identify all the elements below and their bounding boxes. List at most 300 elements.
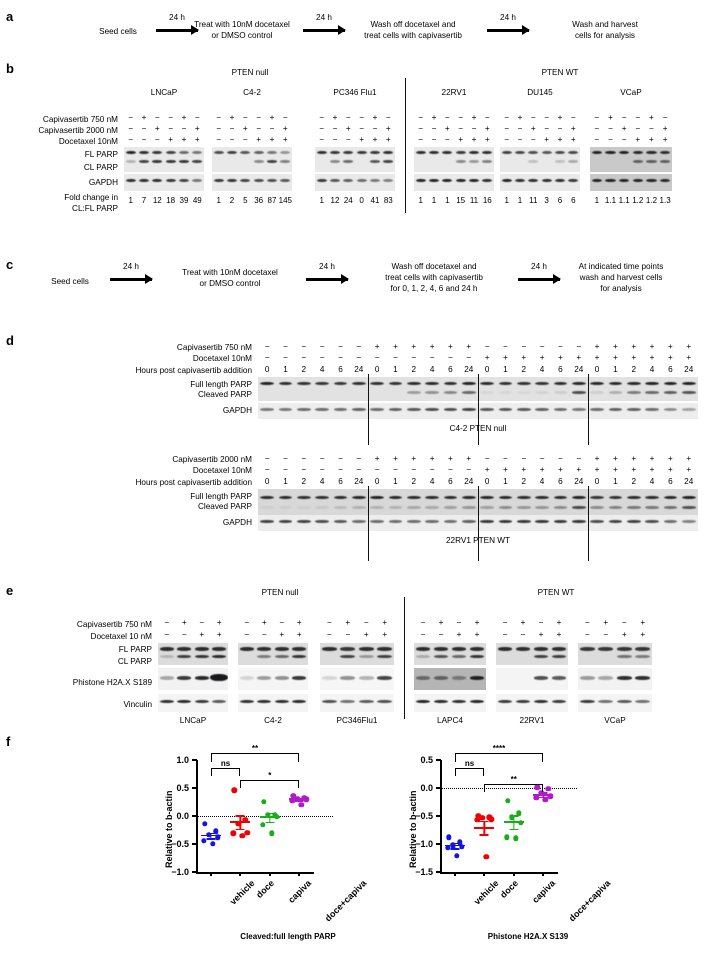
treatment-symbol: + <box>181 135 187 144</box>
panel-f-letter: f <box>6 734 11 749</box>
treatment-symbol: − <box>418 113 424 122</box>
treatment-symbol: − <box>504 124 510 133</box>
treatment-symbol: − <box>319 135 325 144</box>
hours-value: 1 <box>613 365 618 374</box>
hours-value: 24 <box>464 477 474 486</box>
treatment-symbol: + <box>359 135 365 144</box>
panel-f-chart-1-yticklabel: 0.5 <box>420 755 433 765</box>
treatment-symbol: − <box>319 353 325 362</box>
treatment-symbol: + <box>474 618 480 627</box>
treatment-symbol: + <box>594 353 600 362</box>
treatment-symbol: + <box>431 113 437 122</box>
panel-c-step3-line1: Wash off docetaxel and <box>391 262 477 271</box>
treatment-symbol: − <box>154 135 160 144</box>
panel-d-0-rowlabel-capivasertib: Capivasertib 750 nM <box>176 343 252 352</box>
treatment-symbol: + <box>570 135 576 144</box>
panel-b-rowlabel-capivasertib-2000: Capivasertib 2000 nM <box>38 126 118 135</box>
treatment-symbol: + <box>484 353 490 362</box>
treatment-symbol: + <box>557 113 563 122</box>
treatment-symbol: + <box>242 124 248 133</box>
treatment-symbol: − <box>429 353 435 362</box>
panel-e-rowlabel-docetaxel: Docetaxel 10 nM <box>90 632 152 641</box>
panel-b-rowlabel-gapdh: GAPDH <box>88 178 118 187</box>
panel-b-rowlabel-docetaxel: Docetaxel 10nM <box>58 137 118 146</box>
treatment-symbol: + <box>448 342 453 351</box>
fold-change-value: 1 <box>517 196 523 205</box>
treatment-symbol: − <box>256 124 262 133</box>
treatment-symbol: + <box>466 454 472 463</box>
treatment-symbol: + <box>382 630 388 639</box>
treatment-symbol: + <box>269 113 275 122</box>
treatment-symbol: + <box>667 465 673 474</box>
sig-bracket-tick <box>542 753 543 762</box>
treatment-symbol: − <box>356 353 362 362</box>
panel-a-arrow-3-label: 24 h <box>500 13 516 22</box>
hours-value: 2 <box>521 365 527 374</box>
treatment-symbol: − <box>621 618 627 627</box>
treatment-symbol: + <box>649 454 655 463</box>
treatment-symbol: + <box>640 630 646 639</box>
panel-d-0-rowlabel-fullparp: Full length PARP <box>190 380 252 389</box>
treatment-symbol: + <box>621 124 627 133</box>
panel-f-chart-1-datapoint <box>546 786 551 791</box>
treatment-symbol: + <box>199 630 205 639</box>
panel-f-chart-1-datapoint <box>484 854 489 859</box>
treatment-symbol: − <box>608 135 613 144</box>
treatment-symbol: − <box>584 618 590 627</box>
treatment-symbol: + <box>363 630 369 639</box>
treatment-symbol: − <box>385 113 391 122</box>
panel-f-chart-1-yticklabel: 0.0 <box>420 783 433 793</box>
treatment-symbol: − <box>242 113 248 122</box>
treatment-symbol: + <box>382 618 388 627</box>
treatment-symbol: − <box>345 630 351 639</box>
treatment-symbol: − <box>608 124 613 133</box>
treatment-symbol: − <box>359 124 365 133</box>
treatment-symbol: + <box>544 135 550 144</box>
hours-value: 2 <box>631 365 636 374</box>
treatment-symbol: + <box>640 618 646 627</box>
fold-change-value: 12 <box>152 196 162 205</box>
panel-f-chart-0-yticklabel: −0.5 <box>171 839 189 849</box>
treatment-symbol: − <box>216 135 222 144</box>
panel-c-letter: c <box>6 257 14 272</box>
panel-f-chart-1-datapoint <box>543 797 548 802</box>
panel-f-chart-1-datapoint <box>534 795 539 800</box>
treatment-symbol: − <box>332 124 338 133</box>
hours-value: 1 <box>283 365 288 374</box>
treatment-symbol: − <box>431 124 437 133</box>
hours-value: 1 <box>283 477 288 486</box>
treatment-symbol: + <box>530 124 536 133</box>
treatment-symbol: − <box>279 618 285 627</box>
treatment-symbol: + <box>393 342 398 351</box>
panel-f-chart-1-siglabel-1: ns <box>464 759 475 768</box>
panel-b-cellline-lncap: LNCaP <box>150 88 178 97</box>
hours-value: 24 <box>354 365 364 374</box>
panel-f-chart-0-xlabel-0: vehicle <box>227 878 257 907</box>
treatment-symbol: − <box>229 135 235 144</box>
fold-change-value: 2 <box>229 196 235 205</box>
panel-d-1-caption: 22RV1 PTEN WT <box>445 536 511 545</box>
panel-d-1-rowlabel-gapdh: GAPDH <box>222 518 252 527</box>
treatment-symbol: − <box>393 353 398 362</box>
treatment-symbol: − <box>484 113 490 122</box>
treatment-symbol: − <box>444 113 450 122</box>
treatment-symbol: − <box>264 353 270 362</box>
hours-value: 0 <box>264 477 270 486</box>
treatment-symbol: − <box>181 630 187 639</box>
treatment-symbol: − <box>128 113 134 122</box>
panel-d-1-rowlabel-docetaxel: Docetaxel 10nM <box>192 466 252 475</box>
treatment-symbol: + <box>374 342 380 351</box>
treatment-symbol: − <box>420 618 426 627</box>
treatment-symbol: − <box>558 342 563 351</box>
treatment-symbol: − <box>570 113 576 122</box>
treatment-symbol: − <box>128 124 134 133</box>
panel-d-0-caption: C4-2 PTEN null <box>449 424 507 433</box>
treatment-symbol: − <box>504 113 510 122</box>
treatment-symbol: − <box>538 618 544 627</box>
treatment-symbol: + <box>686 353 692 362</box>
panel-f-chart-1-ytick <box>436 815 441 817</box>
hours-value: 24 <box>684 477 694 486</box>
panel-c-arrow-1-label: 24 h <box>123 262 139 271</box>
panel-f-chart-1-datapoint <box>504 835 509 840</box>
treatment-symbol: + <box>216 630 222 639</box>
treatment-symbol: − <box>504 135 510 144</box>
treatment-symbol: − <box>621 113 627 122</box>
hours-value: 0 <box>374 365 380 374</box>
hours-value: 24 <box>574 365 584 374</box>
panel-f-chart-0-caption: Cleaved:full length PARP <box>240 932 336 941</box>
treatment-symbol: + <box>269 135 275 144</box>
treatment-symbol: − <box>283 454 288 463</box>
treatment-symbol: + <box>229 113 235 122</box>
treatment-symbol: + <box>570 124 576 133</box>
fold-change-value: 11 <box>529 196 538 205</box>
fold-change-value: 1 <box>504 196 509 205</box>
hours-value: 6 <box>558 365 563 374</box>
panel-b-rowlabel-fold-line2: CL:FL PARP <box>72 204 118 213</box>
treatment-symbol: − <box>194 113 200 122</box>
hours-value: 2 <box>411 477 417 486</box>
panel-f-chart-1-ytick <box>436 843 441 845</box>
hours-value: 24 <box>354 477 364 486</box>
panel-f-chart-1-yticklabel: −1.0 <box>415 839 433 849</box>
treatment-symbol: − <box>283 342 288 351</box>
panel-e-cellline-c4-2: C4-2 <box>264 716 282 725</box>
panel-d-letter: d <box>6 333 14 348</box>
treatment-symbol: − <box>164 618 170 627</box>
treatment-symbol: + <box>538 630 544 639</box>
panel-f-chart-0-ylabel: Relative to b-actin <box>164 790 174 868</box>
panel-c-step2-line1: Treat with 10nM docetaxel <box>182 268 278 277</box>
treatment-symbol: − <box>283 353 288 362</box>
treatment-symbol: − <box>503 342 508 351</box>
treatment-symbol: − <box>544 124 550 133</box>
panel-b-cellline-du145: DU145 <box>527 88 553 97</box>
fold-change-value: 6 <box>571 196 576 205</box>
treatment-symbol: + <box>662 124 668 133</box>
hours-value: 24 <box>574 477 584 486</box>
panel-a-step3-line2: treat cells with capivasertib <box>364 31 462 40</box>
fold-change-value: 15 <box>456 196 466 205</box>
hours-value: 1 <box>393 365 398 374</box>
treatment-symbol: + <box>393 454 398 463</box>
treatment-symbol: + <box>444 124 450 133</box>
treatment-symbol: + <box>484 465 490 474</box>
fold-change-value: 83 <box>383 196 393 205</box>
panel-f-chart-1-ytick <box>436 871 441 873</box>
panel-f-chart-0-xlabel-2: capiva <box>285 878 313 905</box>
treatment-symbol: + <box>594 454 600 463</box>
panel-f-chart-1-ylabel: Relative to b-actin <box>408 790 418 868</box>
treatment-symbol: − <box>521 342 527 351</box>
treatment-symbol: − <box>584 630 590 639</box>
panel-e-cellline-22rv1: 22RV1 <box>519 716 545 725</box>
panel-f-chart-1-xtick <box>483 872 485 876</box>
treatment-symbol: + <box>594 342 600 351</box>
treatment-symbol: + <box>556 618 562 627</box>
treatment-symbol: − <box>264 465 270 474</box>
panel-f-chart-1-sigbracket-1 <box>455 768 485 776</box>
hours-value: 6 <box>338 477 343 486</box>
panel-e-group-header-pten-null: PTEN null <box>261 588 299 597</box>
panel-f-chart-1-datapoint <box>454 853 459 858</box>
panel-f-chart-1-errorcap-top-1 <box>480 821 489 822</box>
treatment-symbol: + <box>385 135 391 144</box>
treatment-symbol: − <box>168 124 174 133</box>
panel-a-step2-line2: or DMSO control <box>211 31 273 40</box>
sig-bracket-tick <box>483 768 484 776</box>
treatment-symbol: + <box>484 124 490 133</box>
treatment-symbol: + <box>438 618 444 627</box>
treatment-symbol: − <box>319 342 325 351</box>
treatment-symbol: − <box>359 113 365 122</box>
treatment-symbol: − <box>471 124 477 133</box>
treatment-symbol: − <box>141 124 147 133</box>
treatment-symbol: + <box>411 342 417 351</box>
treatment-symbol: − <box>128 135 134 144</box>
panel-f-chart-0-yticklabel: −1.0 <box>171 867 189 877</box>
fold-change-value: 49 <box>192 196 202 205</box>
treatment-symbol: − <box>264 454 270 463</box>
fold-change-value: 1.2 <box>645 196 658 205</box>
treatment-symbol: + <box>474 630 480 639</box>
panel-d-1-rowlabel-cleavedparp: Cleaved PARP <box>197 502 252 511</box>
treatment-symbol: + <box>503 353 508 362</box>
treatment-symbol: + <box>576 353 582 362</box>
treatment-symbol: − <box>539 342 545 351</box>
panel-f-chart-1-errorcap-bottom-0 <box>450 848 459 849</box>
panel-f-chart-1-xtick <box>542 872 544 876</box>
treatment-symbol: + <box>662 135 668 144</box>
panel-e-group-header-pten-wt: PTEN WT <box>537 588 575 597</box>
treatment-symbol: − <box>520 630 526 639</box>
fold-change-value: 6 <box>557 196 563 205</box>
treatment-symbol: − <box>141 135 147 144</box>
treatment-symbol: − <box>503 454 508 463</box>
treatment-symbol: + <box>649 353 655 362</box>
fold-change-value: 87 <box>267 196 277 205</box>
hours-value: 4 <box>429 477 435 486</box>
fold-change-value: 11 <box>469 196 479 205</box>
treatment-symbol: + <box>558 465 563 474</box>
treatment-symbol: + <box>429 342 435 351</box>
fold-change-value: 1 <box>594 196 600 205</box>
hours-value: 1 <box>393 477 398 486</box>
panel-f-chart-1-datapoint <box>489 817 494 822</box>
treatment-symbol: − <box>345 113 351 122</box>
treatment-symbol: − <box>635 124 641 133</box>
panel-a-step2-line1: Treat with 10nM docetaxel <box>194 20 290 29</box>
panel-a-arrow-2-label: 24 h <box>316 13 332 22</box>
treatment-symbol: − <box>301 465 307 474</box>
treatment-symbol: − <box>338 353 343 362</box>
treatment-symbol: − <box>431 135 437 144</box>
panel-f-chart-1-sigbracket-2 <box>484 784 543 792</box>
panel-b-rowlabel-capivasertib-750: Capivasertib 750 nM <box>42 115 118 124</box>
panel-e-cellline-pc346flu1: PC346Flu1 <box>336 716 378 725</box>
fold-change-value: 7 <box>141 196 147 205</box>
panel-c-step3-line3: for 0, 1, 2, 4, 6 and 24 h <box>390 284 478 293</box>
panel-f-chart-1-xaxis <box>440 872 558 874</box>
treatment-symbol: + <box>154 124 160 133</box>
treatment-symbol: − <box>256 113 262 122</box>
sig-bracket-tick <box>455 768 456 776</box>
treatment-symbol: − <box>458 113 464 122</box>
fold-change-value: 1 <box>418 196 423 205</box>
panel-f-chart-1-datapoint <box>446 835 451 840</box>
panel-e-letter: e <box>6 583 14 598</box>
sig-bracket-line <box>455 768 485 769</box>
panel-f-chart-1-yticklabel: −1.5 <box>415 867 433 877</box>
hours-value: 2 <box>521 477 527 486</box>
fold-change-value: 1 <box>216 196 221 205</box>
panel-b-cellline-pc346-flu1: PC346 Flu1 <box>333 88 377 97</box>
treatment-symbol: − <box>242 135 248 144</box>
fold-change-value: 36 <box>254 196 264 205</box>
treatment-symbol: − <box>576 342 582 351</box>
treatment-symbol: − <box>356 342 362 351</box>
panel-e-cellline-vcap: VCaP <box>604 716 626 725</box>
panel-d-0-rowlabel-gapdh: GAPDH <box>222 406 252 415</box>
panel-f-chart-1-errorcap-bottom-2 <box>509 829 518 830</box>
hours-value: 4 <box>319 365 325 374</box>
fold-change-value: 5 <box>243 196 248 205</box>
treatment-symbol: + <box>345 618 351 627</box>
treatment-symbol: + <box>181 113 187 122</box>
panel-c-step4-line1: At indicated time points <box>578 262 664 271</box>
treatment-symbol: − <box>418 124 424 133</box>
treatment-symbol: + <box>141 113 147 122</box>
treatment-symbol: − <box>332 135 338 144</box>
treatment-symbol: + <box>517 113 523 122</box>
treatment-symbol: − <box>530 135 536 144</box>
treatment-symbol: − <box>558 454 563 463</box>
treatment-symbol: − <box>164 630 170 639</box>
treatment-symbol: + <box>521 353 527 362</box>
treatment-symbol: + <box>261 618 267 627</box>
treatment-symbol: − <box>319 454 325 463</box>
panel-f-chart-1-xlabel-2: capiva <box>529 878 557 905</box>
treatment-symbol: + <box>613 342 618 351</box>
panel-b-rowlabel-fold-line1: Fold change in <box>64 193 118 202</box>
hours-value: 6 <box>448 477 453 486</box>
fold-change-value: 1.2 <box>632 196 644 205</box>
treatment-symbol: − <box>356 454 362 463</box>
treatment-symbol: − <box>374 465 380 474</box>
panel-b-cellline-vcap: VCaP <box>620 88 642 97</box>
sig-bracket-line <box>455 753 544 754</box>
panel-b-group-header-pten-wt: PTEN WT <box>541 68 579 77</box>
treatment-symbol: + <box>603 618 609 627</box>
treatment-symbol: − <box>594 113 600 122</box>
hours-value: 1 <box>613 477 618 486</box>
panel-a-step3-line1: Wash off docetaxel and <box>370 20 456 29</box>
panel-f-chart-1-xtick <box>454 872 456 876</box>
treatment-symbol: − <box>662 113 668 122</box>
hours-value: 0 <box>484 365 490 374</box>
hours-value: 1 <box>503 365 508 374</box>
treatment-symbol: + <box>556 630 562 639</box>
panel-f-chart-1-xlabel-1: doce <box>498 878 521 900</box>
treatment-symbol: − <box>539 454 545 463</box>
hours-value: 4 <box>539 365 545 374</box>
treatment-symbol: − <box>264 342 270 351</box>
fold-change-value: 24 <box>343 196 353 205</box>
treatment-symbol: + <box>667 342 673 351</box>
treatment-symbol: − <box>269 124 275 133</box>
treatment-symbol: + <box>613 353 618 362</box>
treatment-symbol: − <box>261 630 267 639</box>
panel-f-chart-1-caption: Phistone H2A.X S139 <box>487 932 569 941</box>
treatment-symbol: + <box>613 465 618 474</box>
hours-value: 6 <box>668 365 673 374</box>
panel-f-chart-1-siglabel-0: **** <box>492 744 506 753</box>
panel-f-chart-1-xtick <box>513 872 515 876</box>
panel-f-chart-1-datapoint <box>548 794 553 799</box>
treatment-symbol: − <box>456 618 462 627</box>
panel-a-step1: Seed cells <box>99 27 137 36</box>
treatment-symbol: − <box>438 630 444 639</box>
panel-a-letter: a <box>6 9 14 24</box>
fold-change-value: 145 <box>278 196 292 205</box>
panel-c-step4-line2: wash and harvest cells <box>579 273 663 282</box>
hours-value: 2 <box>631 477 636 486</box>
treatment-symbol: + <box>168 135 174 144</box>
panel-b-cellline-c4-2: C4-2 <box>243 88 261 97</box>
hours-value: 6 <box>558 477 563 486</box>
panel-f-chart-0-yticklabel: 0.0 <box>176 811 189 821</box>
fold-change-value: 1.1 <box>618 196 630 205</box>
treatment-symbol: + <box>631 465 637 474</box>
treatment-symbol: + <box>372 135 378 144</box>
treatment-symbol: − <box>338 465 343 474</box>
panel-e-cellline-lncap: LNCaP <box>179 716 207 725</box>
treatment-symbol: − <box>502 630 508 639</box>
panel-f-chart-1-meanline-1 <box>474 827 494 829</box>
treatment-symbol: − <box>393 465 398 474</box>
treatment-symbol: − <box>444 135 450 144</box>
treatment-symbol: − <box>603 630 609 639</box>
panel-e-cellline-lapc4: LAPC4 <box>437 716 463 725</box>
fold-change-value: 3 <box>544 196 549 205</box>
panel-d-0-rowlabel-hours: Hours post capivasertib addition <box>135 366 252 375</box>
hours-value: 0 <box>264 365 270 374</box>
treatment-symbol: + <box>216 618 222 627</box>
